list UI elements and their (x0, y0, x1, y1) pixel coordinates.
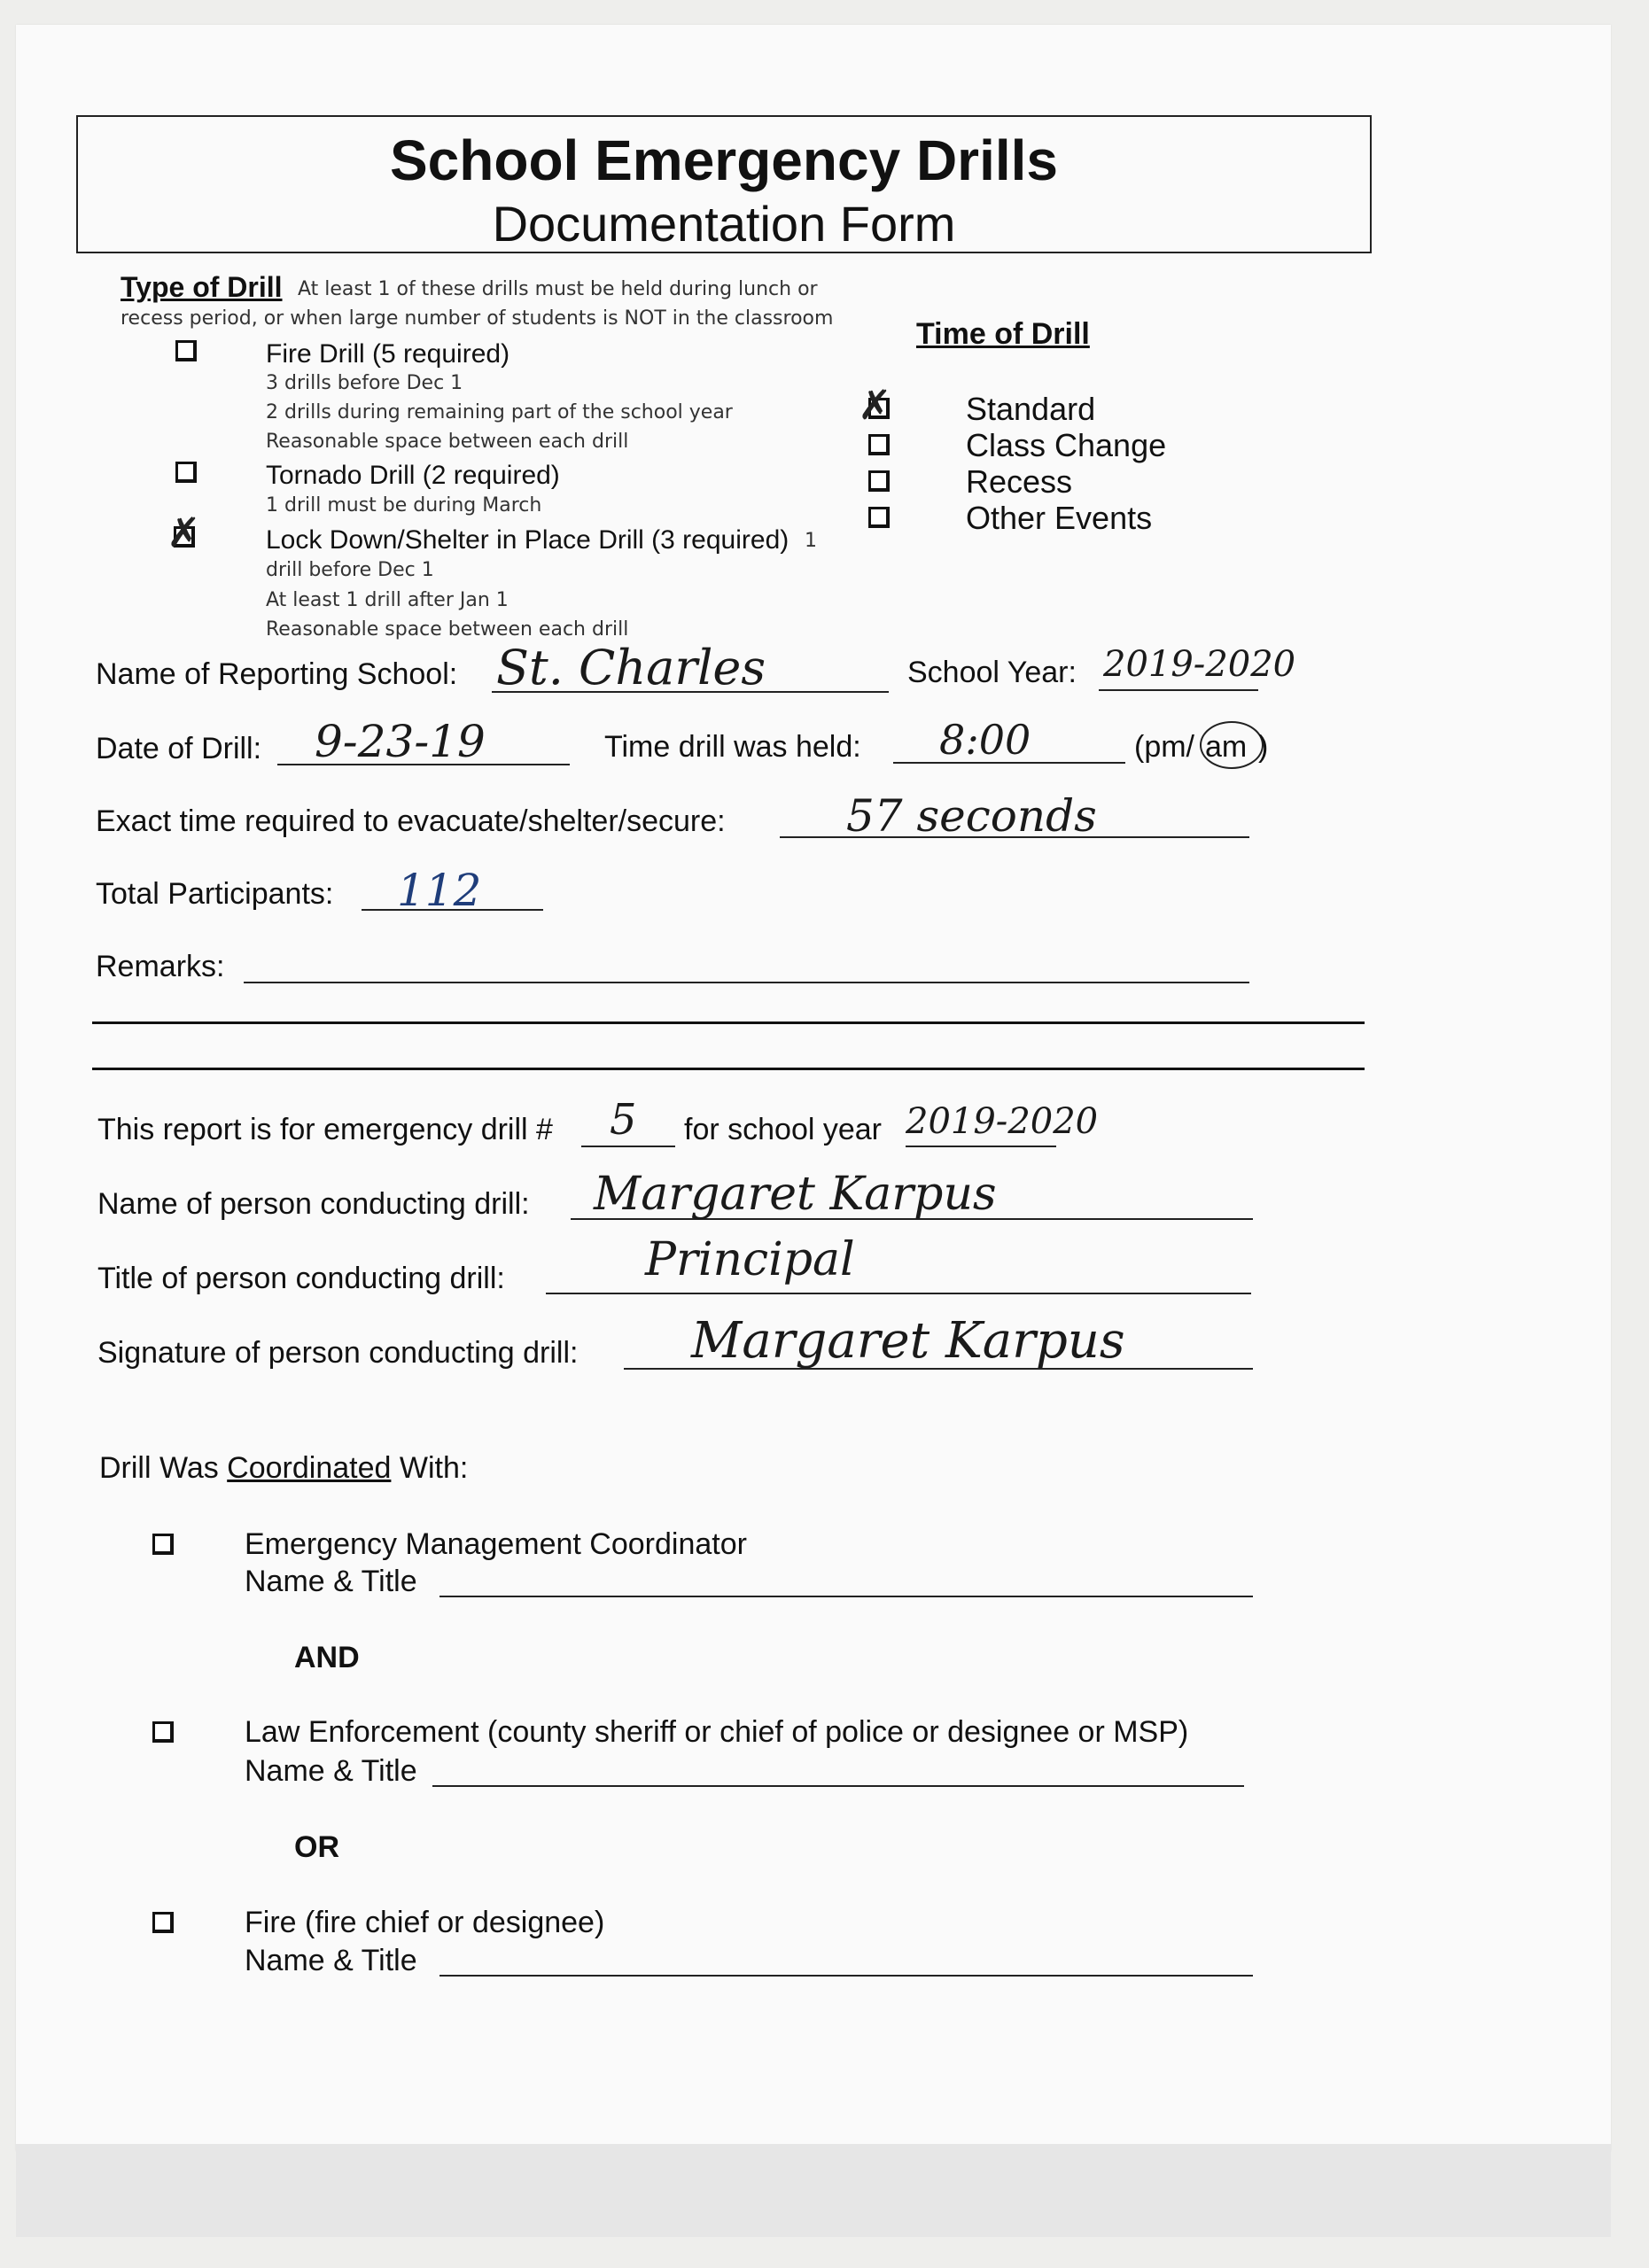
time-option-standard: Standard (966, 391, 1096, 427)
fire-chief-label: Fire (fire chief or designee) (245, 1906, 605, 1939)
fire-drill-note: 2 drills during remaining part of the school year (266, 401, 733, 423)
fire-drill-checkbox[interactable] (175, 340, 197, 361)
participants-value[interactable]: 112 (397, 865, 482, 916)
school-name-label: Name of Reporting School: (96, 657, 458, 691)
participants-label: Total Participants: (96, 877, 334, 911)
form-subtitle: Documentation Form (492, 196, 956, 252)
ampm-am[interactable]: am (1205, 730, 1248, 764)
for-school-year-value[interactable]: 2019-2020 (906, 1101, 1099, 1142)
fire-drill-label: Fire Drill (5 required) (266, 339, 510, 369)
ampm-close: ) (1258, 730, 1269, 764)
fire-chief-name-title-line[interactable] (439, 1975, 1253, 1977)
conductor-name-label: Name of person conducting drill: (97, 1187, 530, 1221)
lockdown-check-mark: ✗ (167, 509, 201, 556)
time-option-other-events: Other Events (966, 500, 1153, 536)
time-of-drill-heading: Time of Drill (916, 317, 1090, 351)
emergency-mgmt-checkbox[interactable] (152, 1534, 174, 1555)
signature-value[interactable]: Margaret Karpus (691, 1312, 1125, 1370)
emergency-mgmt-label: Emergency Management Coordinator (245, 1527, 747, 1561)
type-of-drill-note-2: recess period, or when large number of students is NOT in the classroom (121, 307, 834, 330)
remarks-label: Remarks: (96, 950, 225, 983)
drill-number-line (581, 1146, 675, 1147)
for-school-year-line (906, 1146, 1056, 1147)
fire-chief-checkbox[interactable] (152, 1912, 174, 1933)
lockdown-drill-note: Reasonable space between each drill (266, 618, 629, 641)
type-of-drill-heading: Type of Drill (121, 271, 283, 303)
and-label: AND (294, 1641, 360, 1674)
drill-number-label: This report is for emergency drill # (97, 1113, 553, 1146)
coordinated-underlined: Coordinated (227, 1451, 392, 1485)
remarks-line[interactable] (244, 982, 1249, 983)
school-year-line (1099, 689, 1258, 691)
emergency-mgmt-name-title-label: Name & Title (245, 1565, 417, 1598)
or-label: OR (294, 1830, 339, 1864)
lockdown-drill-label: Lock Down/Shelter in Place Drill (3 required) (266, 525, 789, 555)
law-enforcement-checkbox[interactable] (152, 1721, 174, 1743)
recess-checkbox[interactable] (868, 470, 890, 492)
fire-drill-note: Reasonable space between each drill (266, 431, 629, 453)
title-box (76, 115, 1372, 253)
time-option-recess: Recess (966, 463, 1073, 500)
emergency-mgmt-name-title-line[interactable] (439, 1596, 1253, 1597)
scan-bottom-strip (16, 2144, 1611, 2237)
exact-time-label: Exact time required to evacuate/shelter/secure: (96, 804, 726, 838)
for-school-year-label: for school year (684, 1113, 882, 1146)
lockdown-drill-note: drill before Dec 1 (266, 559, 434, 581)
school-year-label: School Year: (907, 656, 1077, 689)
exact-time-value[interactable]: 57 seconds (846, 790, 1097, 842)
form-sheet (16, 25, 1611, 2151)
coordinated-heading: Drill Was Coordinated With: (99, 1451, 469, 1485)
law-enforcement-name-title-label: Name & Title (245, 1754, 417, 1788)
standard-check-mark: ✗ (858, 381, 892, 429)
time-held-label: Time drill was held: (604, 730, 861, 764)
type-of-drill-note-1: At least 1 of these drills must be held during lunch or (298, 278, 818, 300)
conductor-title-line (546, 1293, 1251, 1294)
conductor-title-label: Title of person conducting drill: (97, 1262, 505, 1295)
tornado-drill-note: 1 drill must be during March (266, 494, 542, 517)
lockdown-drill-note: At least 1 drill after Jan 1 (266, 589, 509, 611)
conductor-name-value[interactable]: Margaret Karpus (594, 1168, 997, 1221)
law-enforcement-label: Law Enforcement (county sheriff or chief of police or designee or MSP) (245, 1715, 1189, 1749)
date-of-drill-label: Date of Drill: (96, 732, 262, 765)
signature-label: Signature of person conducting drill: (97, 1336, 579, 1370)
school-year-value[interactable]: 2019-2020 (1103, 644, 1296, 685)
law-enforcement-name-title-line[interactable] (432, 1785, 1244, 1787)
form-title: School Emergency Drills (389, 128, 1059, 192)
tornado-drill-label: Tornado Drill (2 required) (266, 461, 560, 490)
conductor-title-value[interactable]: Principal (645, 1233, 855, 1286)
class-change-checkbox[interactable] (868, 434, 890, 455)
fire-drill-note: 3 drills before Dec 1 (266, 372, 463, 394)
remarks-rule[interactable] (92, 1068, 1365, 1070)
school-name-value[interactable]: St. Charles (496, 640, 766, 695)
drill-number-value[interactable]: 5 (610, 1095, 637, 1145)
date-of-drill-value[interactable]: 9-23-19 (315, 716, 486, 767)
time-held-value[interactable]: 8:00 (939, 716, 1031, 764)
fire-chief-name-title-label: Name & Title (245, 1944, 417, 1977)
tornado-drill-checkbox[interactable] (175, 462, 197, 483)
remarks-rule[interactable] (92, 1021, 1365, 1024)
other-events-checkbox[interactable] (868, 507, 890, 528)
ampm-open: (pm/ (1134, 730, 1194, 764)
time-option-class-change: Class Change (966, 427, 1167, 463)
lockdown-drill-label-tail: 1 (805, 530, 817, 552)
